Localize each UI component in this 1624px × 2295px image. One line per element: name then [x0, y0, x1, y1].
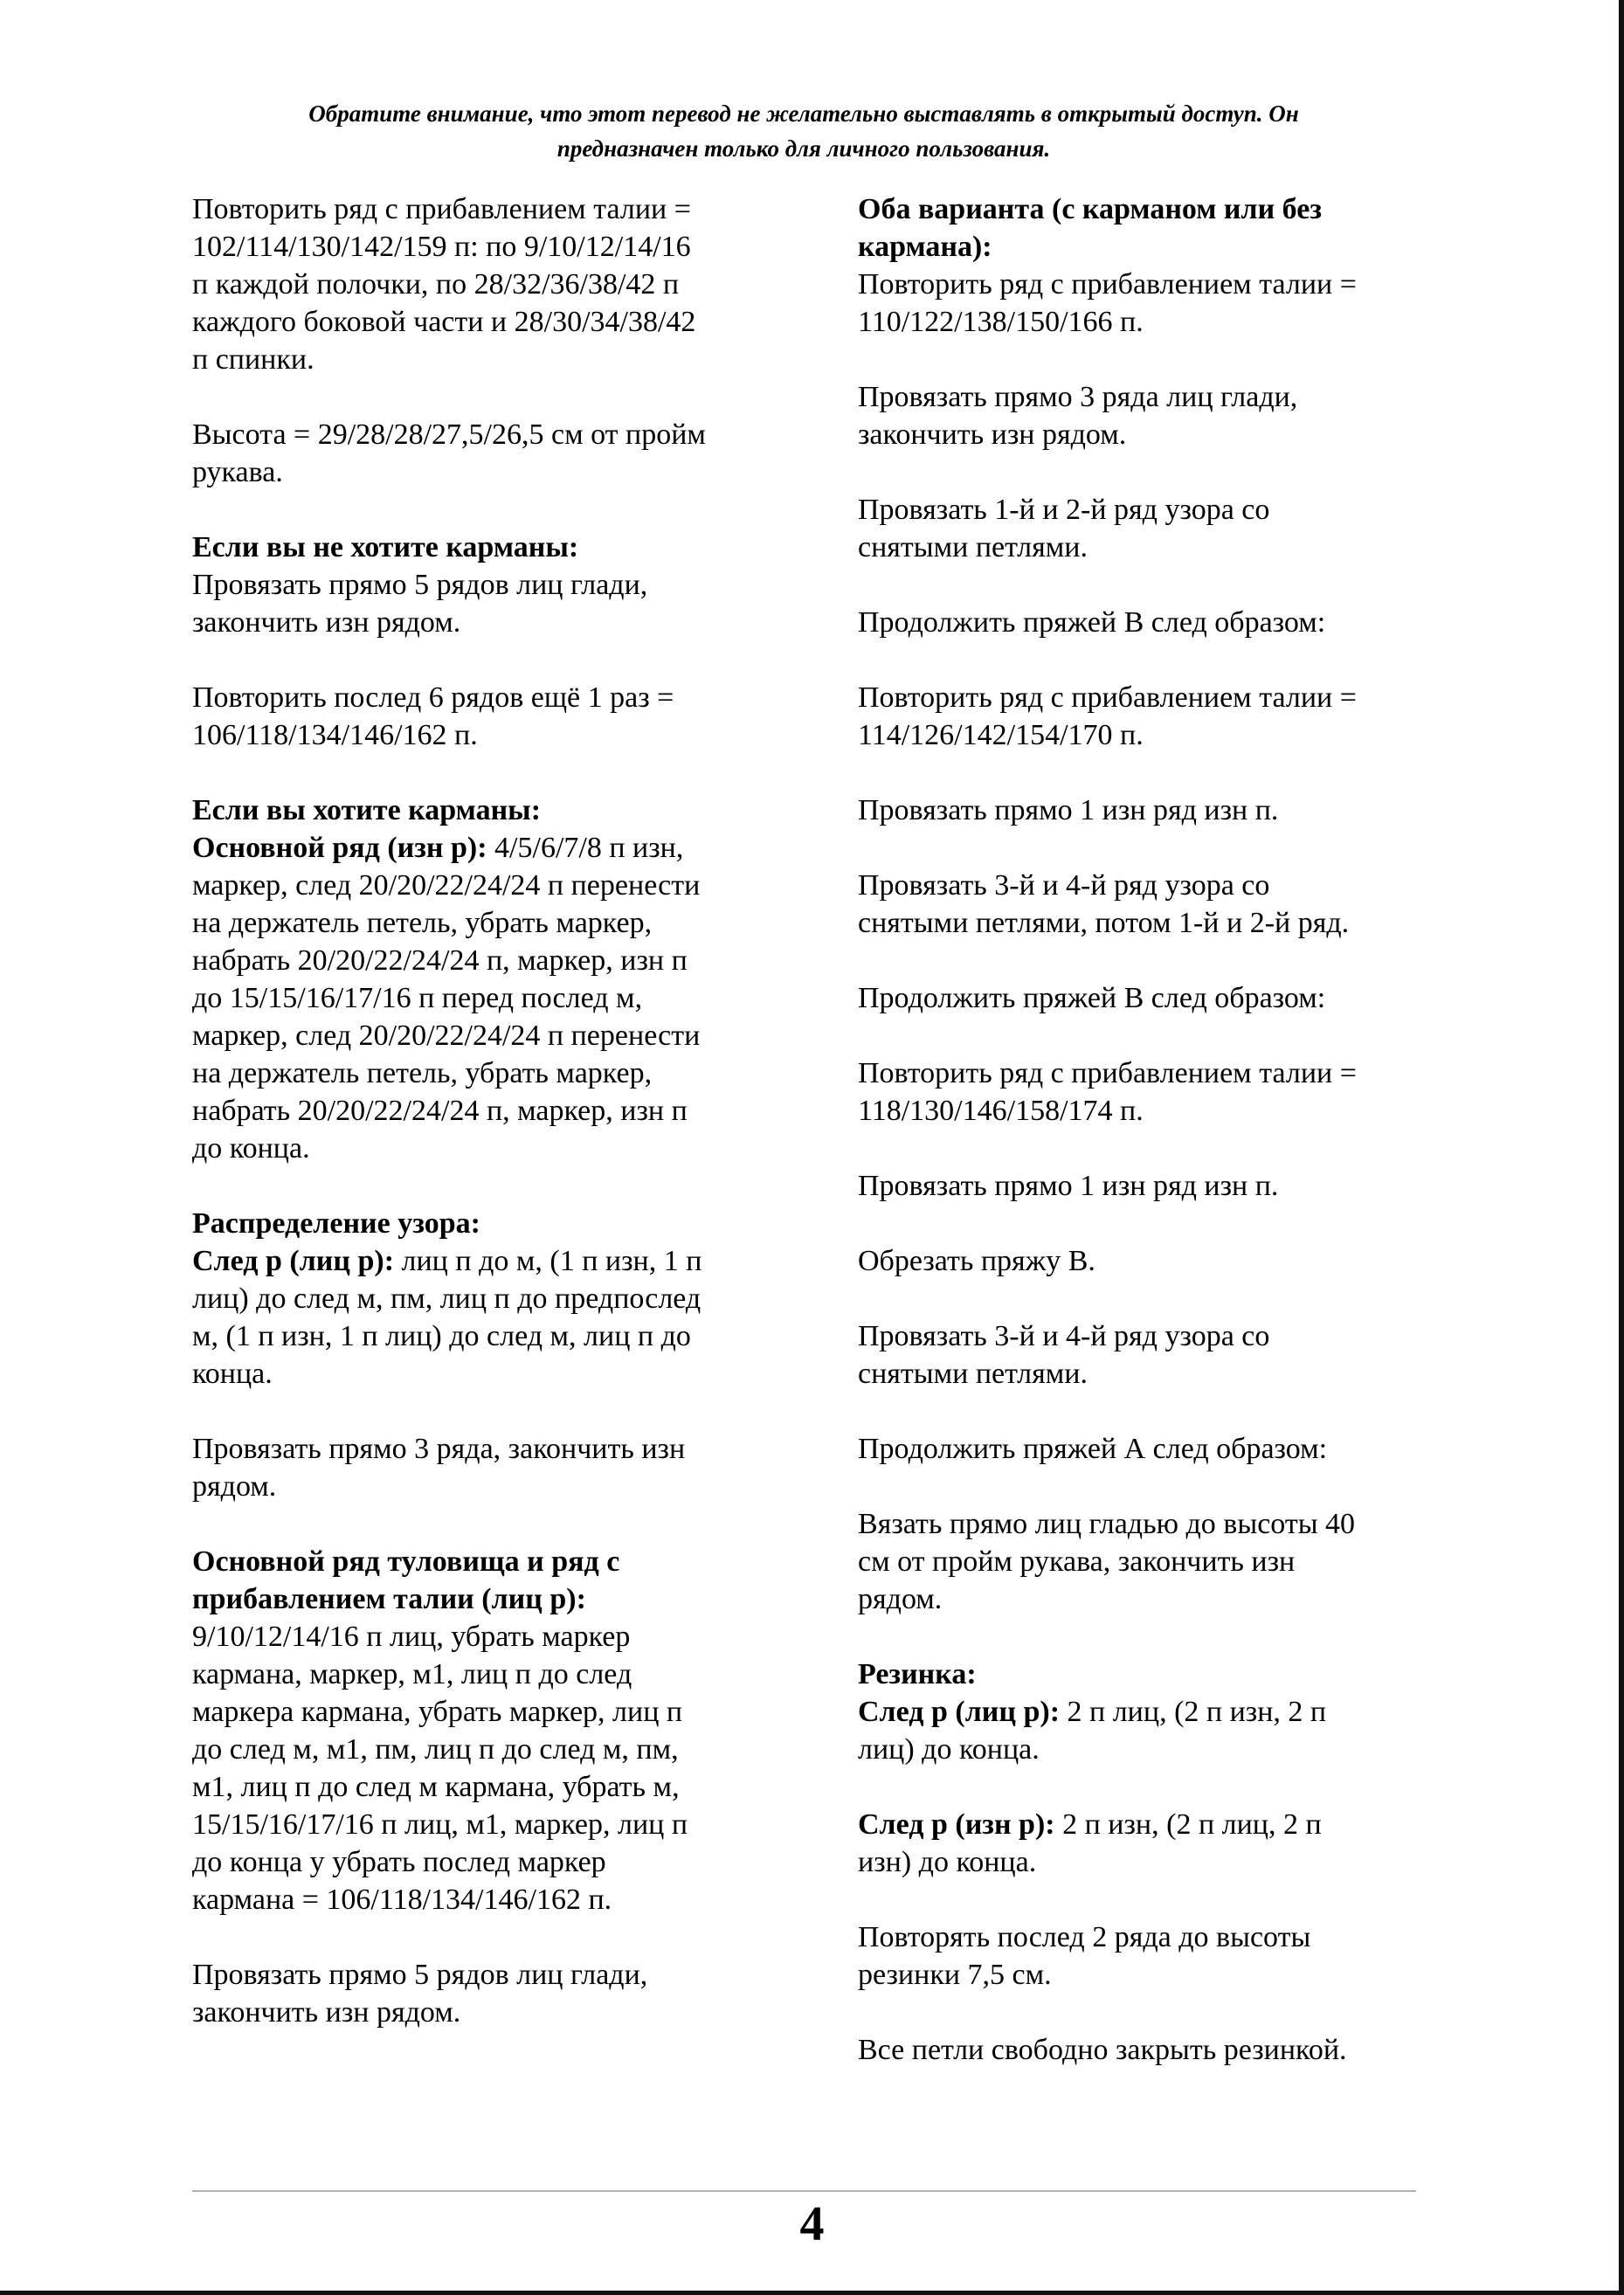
- line-text: резинки 7,5 см.: [858, 1959, 1052, 1991]
- line-text: закончить изн рядом.: [192, 1996, 461, 2029]
- instruction-paragraph: [192, 190, 786, 378]
- line-text: до конца у убрать послед маркер: [192, 1846, 606, 1878]
- line-text: 118/130/146/158/174 п.: [858, 1095, 1144, 1127]
- instruction-paragraph: [192, 529, 786, 641]
- page-number: 4: [799, 2197, 825, 2251]
- text-line: [192, 716, 786, 754]
- text-line: [192, 1768, 786, 1806]
- text-line: [192, 1731, 786, 1768]
- instruction-paragraph: [858, 979, 1434, 1017]
- text-line: [858, 1317, 1434, 1355]
- instruction-paragraph: [858, 1918, 1434, 1994]
- instruction-paragraph: [192, 1956, 786, 2031]
- text-line: [858, 491, 1434, 529]
- bold-heading: Если вы хотите карманы:: [192, 794, 542, 826]
- instruction-paragraph: [858, 378, 1434, 453]
- line-text: 102/114/130/142/159 п: по 9/10/12/14/16: [192, 231, 691, 263]
- line-text: Провязать прямо 3 ряда, закончить изн: [192, 1433, 686, 1465]
- line-text: маркер, след 20/20/22/24/24 п перенести: [192, 869, 701, 902]
- text-line: [192, 1543, 786, 1580]
- line-text: лиц п до м, (1 п изн, 1 п: [394, 1245, 702, 1277]
- text-line: [858, 679, 1434, 716]
- text-line: [192, 453, 786, 491]
- text-line: [192, 529, 786, 566]
- text-line: [192, 416, 786, 453]
- instruction-paragraph: [858, 491, 1434, 566]
- text-line: [192, 303, 786, 341]
- text-line: [858, 266, 1434, 303]
- line-text: Повторять послед 2 ряда до высоты: [858, 1921, 1311, 1953]
- instruction-paragraph: [858, 1167, 1434, 1205]
- page-edge-bottom: [0, 2291, 1624, 2295]
- bold-heading: прибавлением талии (лиц р):: [192, 1583, 586, 1615]
- bold-heading: Распределение узора:: [192, 1207, 480, 1240]
- instruction-paragraph: [858, 1656, 1434, 1768]
- line-text: маркера кармана, убрать маркер, лиц п: [192, 1696, 683, 1728]
- instruction-paragraph: [858, 679, 1434, 754]
- text-line: [192, 228, 786, 266]
- line-text: 4/5/6/7/8 п изн,: [487, 832, 684, 864]
- text-line: [192, 1205, 786, 1242]
- text-line: [192, 1355, 786, 1393]
- usage-notice: [192, 96, 1415, 166]
- text-line: [192, 1242, 786, 1280]
- text-line: [192, 942, 786, 979]
- line-text: Провязать прямо 5 рядов лиц глади,: [192, 569, 648, 601]
- line-text: набрать 20/20/22/24/24 п, маркер, изн п: [192, 1095, 688, 1127]
- bold-heading: кармана):: [858, 231, 992, 263]
- instruction-paragraph: [858, 190, 1434, 341]
- text-line: [858, 1693, 1434, 1731]
- usage-notice-line: предназначен только для личного пользования.: [556, 135, 1051, 162]
- bold-heading: Если вы не хотите карманы:: [192, 531, 579, 563]
- bold-heading: След р (лиц р):: [192, 1245, 395, 1277]
- line-text: м1, лиц п до след м кармана, убрать м,: [192, 1771, 680, 1803]
- line-text: 2 п лиц, (2 п изн, 2 п: [1060, 1696, 1327, 1728]
- line-text: Вязать прямо лиц гладью до высоты 40: [858, 1508, 1356, 1540]
- text-line: [192, 341, 786, 378]
- line-text: маркер, след 20/20/22/24/24 п перенести: [192, 1020, 701, 1052]
- bold-heading: След р (лиц р):: [858, 1696, 1061, 1728]
- line-text: Повторить ряд с прибавлением талии =: [858, 1057, 1357, 1089]
- line-text: снятыми петлями.: [858, 531, 1088, 563]
- line-text: Повторить ряд с прибавлением талии =: [858, 268, 1357, 301]
- line-text: см от пройм рукава, закончить изн: [858, 1545, 1296, 1578]
- line-text: Провязать прямо 1 изн ряд изн п.: [858, 1170, 1279, 1202]
- instruction-paragraph: [192, 416, 786, 491]
- text-line: [192, 1054, 786, 1092]
- instruction-paragraph: [858, 2031, 1434, 2069]
- line-text: Повторить ряд с прибавлением талии =: [858, 681, 1357, 714]
- bold-heading: Резинка:: [858, 1658, 977, 1690]
- text-line: [192, 829, 786, 867]
- line-text: Провязать прямо 3 ряда лиц глади,: [858, 381, 1298, 413]
- line-text: 15/15/16/17/16 п лиц, м1, маркер, лиц п: [192, 1808, 688, 1841]
- bold-heading: Основной ряд туловища и ряд с: [192, 1545, 620, 1578]
- text-line: [858, 979, 1434, 1017]
- text-line: [858, 1918, 1434, 1956]
- text-line: [192, 266, 786, 303]
- text-line: [858, 303, 1434, 341]
- text-line: [858, 529, 1434, 566]
- text-line: [192, 1280, 786, 1317]
- line-text: лиц) до конца.: [858, 1733, 1040, 1766]
- text-line: [192, 1430, 786, 1468]
- text-line: [192, 1843, 786, 1881]
- instruction-paragraph: [192, 1430, 786, 1505]
- text-line: [858, 1242, 1434, 1280]
- page-edge-right: [1619, 0, 1624, 2295]
- instruction-paragraph: [192, 1543, 786, 1918]
- footer-divider: [192, 2190, 1416, 2192]
- text-line: [192, 979, 786, 1017]
- text-line: [858, 791, 1434, 829]
- line-text: кармана = 106/118/134/146/162 п.: [192, 1884, 612, 1916]
- line-text: Продолжить пряжей А след образом:: [858, 1433, 1328, 1465]
- instruction-paragraph: [858, 1430, 1434, 1468]
- text-line: [858, 1092, 1434, 1130]
- line-text: закончить изн рядом.: [192, 606, 461, 639]
- instruction-paragraph: [192, 1205, 786, 1393]
- text-line: [858, 867, 1434, 904]
- line-text: 2 п изн, (2 п лиц, 2 п: [1054, 1808, 1322, 1841]
- text-line: [858, 1656, 1434, 1693]
- line-text: Обрезать пряжу В.: [858, 1245, 1095, 1277]
- line-text: снятыми петлями, потом 1-й и 2-й ряд.: [858, 907, 1350, 939]
- line-text: Повторить послед 6 рядов ещё 1 раз =: [192, 681, 674, 714]
- text-line: [858, 1956, 1434, 1994]
- text-line: [192, 1017, 786, 1054]
- text-line: [858, 1167, 1434, 1205]
- text-line: [192, 867, 786, 904]
- text-line: [858, 2031, 1434, 2069]
- text-line: [192, 1468, 786, 1505]
- line-text: 106/118/134/146/162 п.: [192, 719, 478, 751]
- text-line: [858, 1843, 1434, 1881]
- bold-heading: Основной ряд (изн р):: [192, 832, 487, 864]
- line-text: рядом.: [858, 1583, 943, 1615]
- bold-heading: Оба варианта (с карманом или без: [858, 193, 1322, 225]
- line-text: снятыми петлями.: [858, 1358, 1088, 1390]
- text-line: [858, 1505, 1434, 1543]
- line-text: на держатель петель, убрать маркер,: [192, 907, 653, 939]
- bold-heading: След р (изн р):: [858, 1808, 1055, 1841]
- text-line: [858, 716, 1434, 754]
- text-line: [192, 1881, 786, 1918]
- line-text: рядом.: [192, 1470, 277, 1503]
- line-text: лиц) до след м, пм, лиц п до предпослед: [192, 1282, 701, 1315]
- text-line: [192, 791, 786, 829]
- usage-notice-line: Обратите внимание, что этот перевод не желательно выставлять в открытый доступ. Он: [308, 100, 1299, 127]
- line-text: п каждой полочки, по 28/32/36/38/42 п: [192, 268, 680, 301]
- instruction-paragraph: [858, 1806, 1434, 1881]
- line-text: Провязать прямо 1 изн ряд изн п.: [858, 794, 1279, 826]
- instruction-paragraph: [192, 791, 786, 1167]
- line-text: конца.: [192, 1358, 273, 1390]
- instruction-paragraph: [858, 1242, 1434, 1280]
- text-line: [192, 1130, 786, 1167]
- instruction-paragraph: [858, 1505, 1434, 1618]
- text-line: [192, 1580, 786, 1618]
- text-line: [192, 1317, 786, 1355]
- instruction-paragraph: [858, 1054, 1434, 1130]
- line-text: на держатель петель, убрать маркер,: [192, 1057, 653, 1089]
- line-text: до 15/15/16/17/16 п перед послед м,: [192, 982, 643, 1014]
- line-text: 110/122/138/150/166 п.: [858, 306, 1144, 338]
- line-text: Высота = 29/28/28/27,5/26,5 см от пройм: [192, 418, 706, 451]
- text-line: [192, 566, 786, 604]
- text-line: [858, 604, 1434, 641]
- text-line: [192, 679, 786, 716]
- text-line: [858, 1355, 1434, 1393]
- text-line: [858, 1731, 1434, 1768]
- text-line: [858, 378, 1434, 416]
- instruction-paragraph: [858, 791, 1434, 829]
- instruction-paragraph: [858, 867, 1434, 942]
- text-line: [858, 904, 1434, 942]
- line-text: Провязать 3-й и 4-й ряд узора со: [858, 1320, 1270, 1352]
- line-text: до след м, м1, пм, лиц п до след м, пм,: [192, 1733, 679, 1766]
- line-text: изн) до конца.: [858, 1846, 1037, 1878]
- text-line: [192, 1806, 786, 1843]
- text-line: [858, 1054, 1434, 1092]
- line-text: Продолжить пряжей В след образом:: [858, 982, 1326, 1014]
- line-text: набрать 20/20/22/24/24 п, маркер, изн п: [192, 944, 688, 977]
- instruction-paragraph: [858, 1317, 1434, 1393]
- line-text: Продолжить пряжей В след образом:: [858, 606, 1326, 639]
- text-line: [858, 1580, 1434, 1618]
- line-text: закончить изн рядом.: [858, 418, 1127, 451]
- text-line: [858, 228, 1434, 266]
- line-text: до конца.: [192, 1132, 310, 1165]
- line-text: м, (1 п изн, 1 п лиц) до след м, лиц п до: [192, 1320, 691, 1352]
- instruction-paragraph: [192, 679, 786, 754]
- text-line: [192, 1618, 786, 1656]
- line-text: Провязать 1-й и 2-й ряд узора со: [858, 494, 1270, 526]
- text-line: [858, 416, 1434, 453]
- text-line: [858, 1806, 1434, 1843]
- line-text: Повторить ряд с прибавлением талии =: [192, 193, 691, 225]
- line-text: кармана, маркер, м1, лиц п до след: [192, 1658, 632, 1690]
- text-line: [192, 604, 786, 641]
- line-text: 114/126/142/154/170 п.: [858, 719, 1144, 751]
- instruction-paragraph: [858, 604, 1434, 641]
- text-line: [858, 1430, 1434, 1468]
- text-line: [192, 1092, 786, 1130]
- line-text: 9/10/12/14/16 п лиц, убрать маркер: [192, 1621, 631, 1653]
- text-line: [192, 904, 786, 942]
- line-text: Провязать прямо 5 рядов лиц глади,: [192, 1959, 648, 1991]
- left-column: [192, 190, 786, 2031]
- line-text: рукава.: [192, 456, 283, 488]
- text-line: [192, 190, 786, 228]
- text-line: [192, 1994, 786, 2031]
- text-line: [192, 1956, 786, 1994]
- text-line: [192, 1693, 786, 1731]
- line-text: Все петли свободно закрыть резинкой.: [858, 2034, 1347, 2066]
- line-text: Провязать 3-й и 4-й ряд узора со: [858, 869, 1270, 902]
- text-line: [858, 190, 1434, 228]
- line-text: каждого боковой части и 28/30/34/38/42: [192, 306, 696, 338]
- line-text: п спинки.: [192, 343, 314, 376]
- right-column: [858, 190, 1434, 2069]
- text-line: [192, 1656, 786, 1693]
- text-line: [858, 1543, 1434, 1580]
